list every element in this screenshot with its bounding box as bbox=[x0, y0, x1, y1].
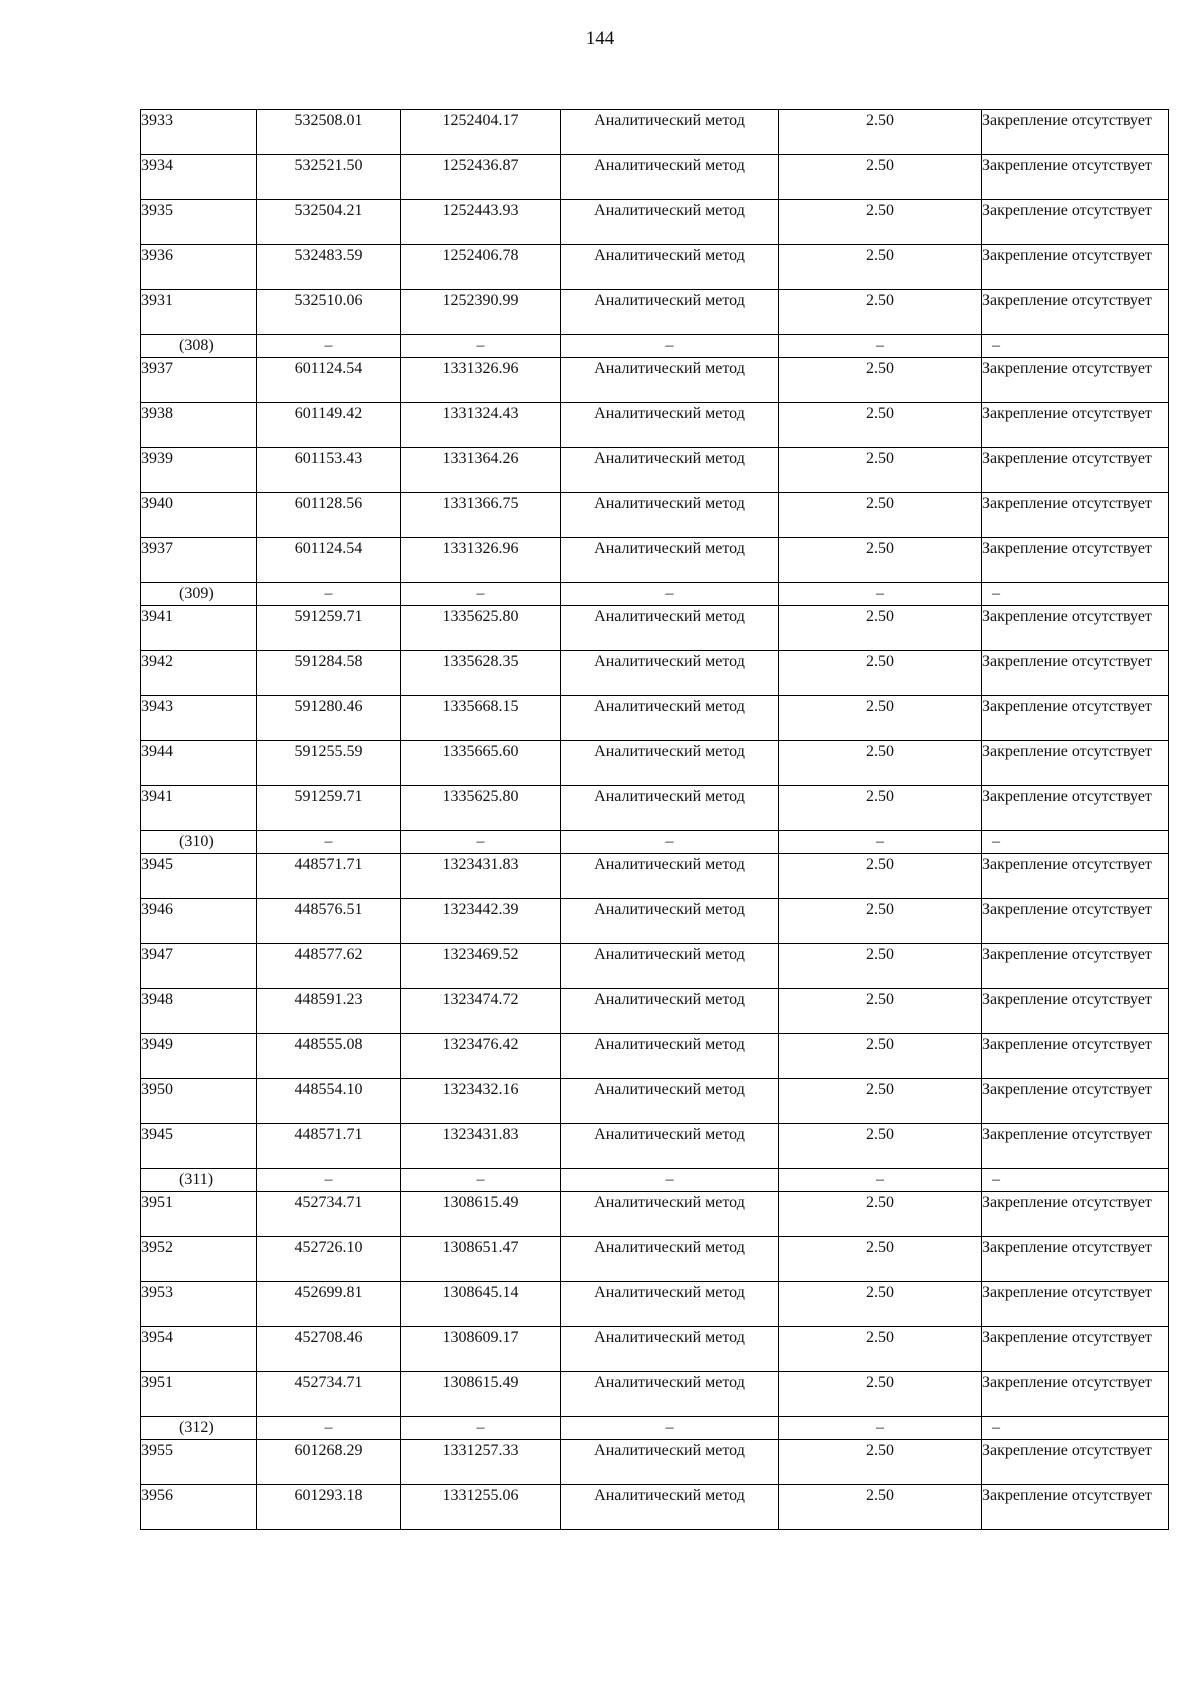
accuracy-cell: 2.50 bbox=[779, 1192, 982, 1237]
table-row bbox=[141, 651, 1169, 696]
fixing-cell: Закрепление отсутствует bbox=[982, 110, 1169, 155]
x-coordinate: 601128.56 bbox=[257, 493, 401, 538]
contour-label: (310) bbox=[141, 831, 257, 854]
accuracy-cell: 2.50 bbox=[779, 110, 982, 155]
method-cell: Аналитический метод bbox=[561, 1034, 779, 1079]
x-coordinate: 532521.50 bbox=[257, 155, 401, 200]
contour-label: (309) bbox=[141, 583, 257, 606]
table-row bbox=[141, 448, 1169, 493]
point-number: 3954 bbox=[141, 1327, 257, 1372]
y-dash: – bbox=[401, 583, 561, 606]
point-number: 3935 bbox=[141, 200, 257, 245]
y-coordinate: 1323442.39 bbox=[401, 899, 561, 944]
accuracy-cell: 2.50 bbox=[779, 493, 982, 538]
method-cell: Аналитический метод bbox=[561, 1124, 779, 1169]
point-number: 3945 bbox=[141, 1124, 257, 1169]
point-number: 3953 bbox=[141, 1282, 257, 1327]
fixing-cell: Закрепление отсутствует bbox=[982, 651, 1169, 696]
method-cell: Аналитический метод bbox=[561, 493, 779, 538]
method-cell: Аналитический метод bbox=[561, 786, 779, 831]
y-coordinate: 1331364.26 bbox=[401, 448, 561, 493]
fixing-cell: Закрепление отсутствует bbox=[982, 1237, 1169, 1282]
x-coordinate: 452734.71 bbox=[257, 1192, 401, 1237]
point-number: 3941 bbox=[141, 606, 257, 651]
point-number: 3940 bbox=[141, 493, 257, 538]
table-row bbox=[141, 989, 1169, 1034]
y-coordinate: 1308615.49 bbox=[401, 1372, 561, 1417]
x-coordinate: 448571.71 bbox=[257, 854, 401, 899]
point-number: 3947 bbox=[141, 944, 257, 989]
x-coordinate: 448555.08 bbox=[257, 1034, 401, 1079]
accuracy-cell: 2.50 bbox=[779, 899, 982, 944]
x-coordinate: 601124.54 bbox=[257, 358, 401, 403]
method-cell: Аналитический метод bbox=[561, 403, 779, 448]
x-coordinate: 591284.58 bbox=[257, 651, 401, 696]
point-number: 3945 bbox=[141, 854, 257, 899]
accuracy-dash: – bbox=[779, 831, 982, 854]
table-row bbox=[141, 538, 1169, 583]
table-row bbox=[141, 786, 1169, 831]
table-row bbox=[141, 245, 1169, 290]
accuracy-cell: 2.50 bbox=[779, 1124, 982, 1169]
y-coordinate: 1308615.49 bbox=[401, 1192, 561, 1237]
accuracy-cell: 2.50 bbox=[779, 1237, 982, 1282]
y-coordinate: 1331366.75 bbox=[401, 493, 561, 538]
x-coordinate: 591255.59 bbox=[257, 741, 401, 786]
table-row bbox=[141, 1079, 1169, 1124]
method-cell: Аналитический метод bbox=[561, 944, 779, 989]
x-coordinate: 452699.81 bbox=[257, 1282, 401, 1327]
accuracy-cell: 2.50 bbox=[779, 245, 982, 290]
fixing-dash: – bbox=[982, 1169, 1169, 1192]
table-row bbox=[141, 854, 1169, 899]
accuracy-cell: 2.50 bbox=[779, 403, 982, 448]
method-cell: Аналитический метод bbox=[561, 1372, 779, 1417]
accuracy-cell: 2.50 bbox=[779, 358, 982, 403]
accuracy-cell: 2.50 bbox=[779, 1372, 982, 1417]
accuracy-dash: – bbox=[779, 335, 982, 358]
method-cell: Аналитический метод bbox=[561, 200, 779, 245]
y-coordinate: 1323474.72 bbox=[401, 989, 561, 1034]
x-coordinate: 591280.46 bbox=[257, 696, 401, 741]
contour-label: (312) bbox=[141, 1417, 257, 1440]
y-coordinate: 1331324.43 bbox=[401, 403, 561, 448]
fixing-cell: Закрепление отсутствует bbox=[982, 854, 1169, 899]
accuracy-cell: 2.50 bbox=[779, 651, 982, 696]
fixing-cell: Закрепление отсутствует bbox=[982, 403, 1169, 448]
x-dash: – bbox=[257, 335, 401, 358]
accuracy-cell: 2.50 bbox=[779, 448, 982, 493]
fixing-cell: Закрепление отсутствует bbox=[982, 1124, 1169, 1169]
method-dash: – bbox=[561, 1169, 779, 1192]
method-cell: Аналитический метод bbox=[561, 741, 779, 786]
accuracy-cell: 2.50 bbox=[779, 786, 982, 831]
accuracy-cell: 2.50 bbox=[779, 696, 982, 741]
fixing-cell: Закрепление отсутствует bbox=[982, 493, 1169, 538]
x-coordinate: 532510.06 bbox=[257, 290, 401, 335]
accuracy-cell: 2.50 bbox=[779, 944, 982, 989]
method-cell: Аналитический метод bbox=[561, 989, 779, 1034]
method-cell: Аналитический метод bbox=[561, 1237, 779, 1282]
y-coordinate: 1252436.87 bbox=[401, 155, 561, 200]
table-row bbox=[141, 944, 1169, 989]
fixing-cell: Закрепление отсутствует bbox=[982, 538, 1169, 583]
table-row bbox=[141, 358, 1169, 403]
fixing-cell: Закрепление отсутствует bbox=[982, 989, 1169, 1034]
accuracy-dash: – bbox=[779, 1169, 982, 1192]
x-coordinate: 448571.71 bbox=[257, 1124, 401, 1169]
method-cell: Аналитический метод bbox=[561, 899, 779, 944]
x-dash: – bbox=[257, 583, 401, 606]
table-row bbox=[141, 741, 1169, 786]
fixing-cell: Закрепление отсутствует bbox=[982, 358, 1169, 403]
point-number: 3943 bbox=[141, 696, 257, 741]
x-coordinate: 601268.29 bbox=[257, 1440, 401, 1485]
fixing-cell: Закрепление отсутствует bbox=[982, 1192, 1169, 1237]
fixing-dash: – bbox=[982, 583, 1169, 606]
method-dash: – bbox=[561, 1417, 779, 1440]
method-cell: Аналитический метод bbox=[561, 448, 779, 493]
page-number: 144 bbox=[585, 28, 615, 49]
method-dash: – bbox=[561, 831, 779, 854]
table-row bbox=[141, 1192, 1169, 1237]
table-row bbox=[141, 899, 1169, 944]
method-cell: Аналитический метод bbox=[561, 358, 779, 403]
table-row bbox=[141, 493, 1169, 538]
fixing-cell: Закрепление отсутствует bbox=[982, 741, 1169, 786]
fixing-cell: Закрепление отсутствует bbox=[982, 1372, 1169, 1417]
table-row bbox=[141, 1124, 1169, 1169]
fixing-dash: – bbox=[982, 1417, 1169, 1440]
method-cell: Аналитический метод bbox=[561, 696, 779, 741]
point-number: 3936 bbox=[141, 245, 257, 290]
fixing-cell: Закрепление отсутствует bbox=[982, 200, 1169, 245]
contour-separator-row bbox=[141, 831, 1169, 854]
y-coordinate: 1331257.33 bbox=[401, 1440, 561, 1485]
y-coordinate: 1331326.96 bbox=[401, 538, 561, 583]
y-coordinate: 1335668.15 bbox=[401, 696, 561, 741]
x-dash: – bbox=[257, 831, 401, 854]
method-cell: Аналитический метод bbox=[561, 290, 779, 335]
method-cell: Аналитический метод bbox=[561, 606, 779, 651]
y-coordinate: 1331255.06 bbox=[401, 1485, 561, 1530]
y-coordinate: 1335665.60 bbox=[401, 741, 561, 786]
accuracy-cell: 2.50 bbox=[779, 741, 982, 786]
point-number: 3942 bbox=[141, 651, 257, 696]
y-coordinate: 1323469.52 bbox=[401, 944, 561, 989]
method-cell: Аналитический метод bbox=[561, 245, 779, 290]
y-coordinate: 1335625.80 bbox=[401, 606, 561, 651]
point-number: 3941 bbox=[141, 786, 257, 831]
fixing-cell: Закрепление отсутствует bbox=[982, 1485, 1169, 1530]
x-coordinate: 601149.42 bbox=[257, 403, 401, 448]
method-cell: Аналитический метод bbox=[561, 155, 779, 200]
method-cell: Аналитический метод bbox=[561, 538, 779, 583]
point-number: 3956 bbox=[141, 1485, 257, 1530]
y-dash: – bbox=[401, 1169, 561, 1192]
accuracy-cell: 2.50 bbox=[779, 1034, 982, 1079]
table-row bbox=[141, 1372, 1169, 1417]
y-dash: – bbox=[401, 335, 561, 358]
method-dash: – bbox=[561, 583, 779, 606]
y-coordinate: 1331326.96 bbox=[401, 358, 561, 403]
fixing-cell: Закрепление отсутствует bbox=[982, 1440, 1169, 1485]
x-coordinate: 448577.62 bbox=[257, 944, 401, 989]
point-number: 3934 bbox=[141, 155, 257, 200]
contour-separator-row bbox=[141, 1169, 1169, 1192]
point-number: 3951 bbox=[141, 1192, 257, 1237]
fixing-dash: – bbox=[982, 335, 1169, 358]
table-row bbox=[141, 155, 1169, 200]
accuracy-cell: 2.50 bbox=[779, 200, 982, 245]
table-row bbox=[141, 1440, 1169, 1485]
y-coordinate: 1252404.17 bbox=[401, 110, 561, 155]
point-number: 3937 bbox=[141, 538, 257, 583]
contour-separator-row bbox=[141, 335, 1169, 358]
x-dash: – bbox=[257, 1417, 401, 1440]
contour-separator-row bbox=[141, 583, 1169, 606]
fixing-cell: Закрепление отсутствует bbox=[982, 1327, 1169, 1372]
y-coordinate: 1335628.35 bbox=[401, 651, 561, 696]
contour-label: (311) bbox=[141, 1169, 257, 1192]
method-dash: – bbox=[561, 335, 779, 358]
point-number: 3946 bbox=[141, 899, 257, 944]
point-number: 3944 bbox=[141, 741, 257, 786]
coordinates-table-body bbox=[141, 110, 1169, 1530]
accuracy-cell: 2.50 bbox=[779, 1440, 982, 1485]
fixing-cell: Закрепление отсутствует bbox=[982, 899, 1169, 944]
accuracy-cell: 2.50 bbox=[779, 1079, 982, 1124]
method-cell: Аналитический метод bbox=[561, 110, 779, 155]
fixing-cell: Закрепление отсутствует bbox=[982, 1034, 1169, 1079]
fixing-cell: Закрепление отсутствует bbox=[982, 786, 1169, 831]
table-row bbox=[141, 1034, 1169, 1079]
accuracy-cell: 2.50 bbox=[779, 290, 982, 335]
method-cell: Аналитический метод bbox=[561, 1079, 779, 1124]
accuracy-cell: 2.50 bbox=[779, 854, 982, 899]
x-coordinate: 591259.71 bbox=[257, 606, 401, 651]
x-coordinate: 591259.71 bbox=[257, 786, 401, 831]
y-coordinate: 1252443.93 bbox=[401, 200, 561, 245]
point-number: 3938 bbox=[141, 403, 257, 448]
x-coordinate: 532508.01 bbox=[257, 110, 401, 155]
point-number: 3951 bbox=[141, 1372, 257, 1417]
fixing-cell: Закрепление отсутствует bbox=[982, 696, 1169, 741]
accuracy-cell: 2.50 bbox=[779, 1282, 982, 1327]
table-row bbox=[141, 200, 1169, 245]
table-row bbox=[141, 110, 1169, 155]
table-row bbox=[141, 1237, 1169, 1282]
table-row bbox=[141, 1282, 1169, 1327]
x-coordinate: 532483.59 bbox=[257, 245, 401, 290]
y-coordinate: 1308609.17 bbox=[401, 1327, 561, 1372]
x-coordinate: 601293.18 bbox=[257, 1485, 401, 1530]
x-coordinate: 532504.21 bbox=[257, 200, 401, 245]
point-number: 3949 bbox=[141, 1034, 257, 1079]
point-number: 3955 bbox=[141, 1440, 257, 1485]
y-coordinate: 1323431.83 bbox=[401, 1124, 561, 1169]
y-coordinate: 1323431.83 bbox=[401, 854, 561, 899]
y-coordinate: 1323432.16 bbox=[401, 1079, 561, 1124]
contour-label: (308) bbox=[141, 335, 257, 358]
y-coordinate: 1335625.80 bbox=[401, 786, 561, 831]
fixing-cell: Закрепление отсутствует bbox=[982, 245, 1169, 290]
point-number: 3952 bbox=[141, 1237, 257, 1282]
point-number: 3937 bbox=[141, 358, 257, 403]
method-cell: Аналитический метод bbox=[561, 1192, 779, 1237]
method-cell: Аналитический метод bbox=[561, 1440, 779, 1485]
point-number: 3933 bbox=[141, 110, 257, 155]
y-coordinate: 1308651.47 bbox=[401, 1237, 561, 1282]
fixing-cell: Закрепление отсутствует bbox=[982, 448, 1169, 493]
table-row bbox=[141, 1327, 1169, 1372]
coordinates-table bbox=[140, 109, 1169, 1530]
method-cell: Аналитический метод bbox=[561, 1282, 779, 1327]
method-cell: Аналитический метод bbox=[561, 651, 779, 696]
method-cell: Аналитический метод bbox=[561, 1485, 779, 1530]
accuracy-dash: – bbox=[779, 583, 982, 606]
point-number: 3948 bbox=[141, 989, 257, 1034]
x-coordinate: 601153.43 bbox=[257, 448, 401, 493]
y-dash: – bbox=[401, 831, 561, 854]
accuracy-cell: 2.50 bbox=[779, 1485, 982, 1530]
fixing-cell: Закрепление отсутствует bbox=[982, 155, 1169, 200]
table-row bbox=[141, 1485, 1169, 1530]
fixing-cell: Закрепление отсутствует bbox=[982, 1079, 1169, 1124]
accuracy-cell: 2.50 bbox=[779, 1327, 982, 1372]
x-coordinate: 452734.71 bbox=[257, 1372, 401, 1417]
table-row bbox=[141, 606, 1169, 651]
x-coordinate: 452708.46 bbox=[257, 1327, 401, 1372]
fixing-cell: Закрепление отсутствует bbox=[982, 290, 1169, 335]
table-row bbox=[141, 290, 1169, 335]
x-coordinate: 452726.10 bbox=[257, 1237, 401, 1282]
x-dash: – bbox=[257, 1169, 401, 1192]
y-coordinate: 1252406.78 bbox=[401, 245, 561, 290]
table-row bbox=[141, 696, 1169, 741]
fixing-cell: Закрепление отсутствует bbox=[982, 1282, 1169, 1327]
fixing-cell: Закрепление отсутствует bbox=[982, 944, 1169, 989]
x-coordinate: 448554.10 bbox=[257, 1079, 401, 1124]
accuracy-cell: 2.50 bbox=[779, 155, 982, 200]
accuracy-dash: – bbox=[779, 1417, 982, 1440]
x-coordinate: 448576.51 bbox=[257, 899, 401, 944]
accuracy-cell: 2.50 bbox=[779, 538, 982, 583]
point-number: 3931 bbox=[141, 290, 257, 335]
accuracy-cell: 2.50 bbox=[779, 989, 982, 1034]
point-number: 3950 bbox=[141, 1079, 257, 1124]
method-cell: Аналитический метод bbox=[561, 1327, 779, 1372]
fixing-dash: – bbox=[982, 831, 1169, 854]
x-coordinate: 601124.54 bbox=[257, 538, 401, 583]
fixing-cell: Закрепление отсутствует bbox=[982, 606, 1169, 651]
y-dash: – bbox=[401, 1417, 561, 1440]
y-coordinate: 1323476.42 bbox=[401, 1034, 561, 1079]
point-number: 3939 bbox=[141, 448, 257, 493]
y-coordinate: 1308645.14 bbox=[401, 1282, 561, 1327]
accuracy-cell: 2.50 bbox=[779, 606, 982, 651]
y-coordinate: 1252390.99 bbox=[401, 290, 561, 335]
method-cell: Аналитический метод bbox=[561, 854, 779, 899]
table-row bbox=[141, 403, 1169, 448]
contour-separator-row bbox=[141, 1417, 1169, 1440]
x-coordinate: 448591.23 bbox=[257, 989, 401, 1034]
